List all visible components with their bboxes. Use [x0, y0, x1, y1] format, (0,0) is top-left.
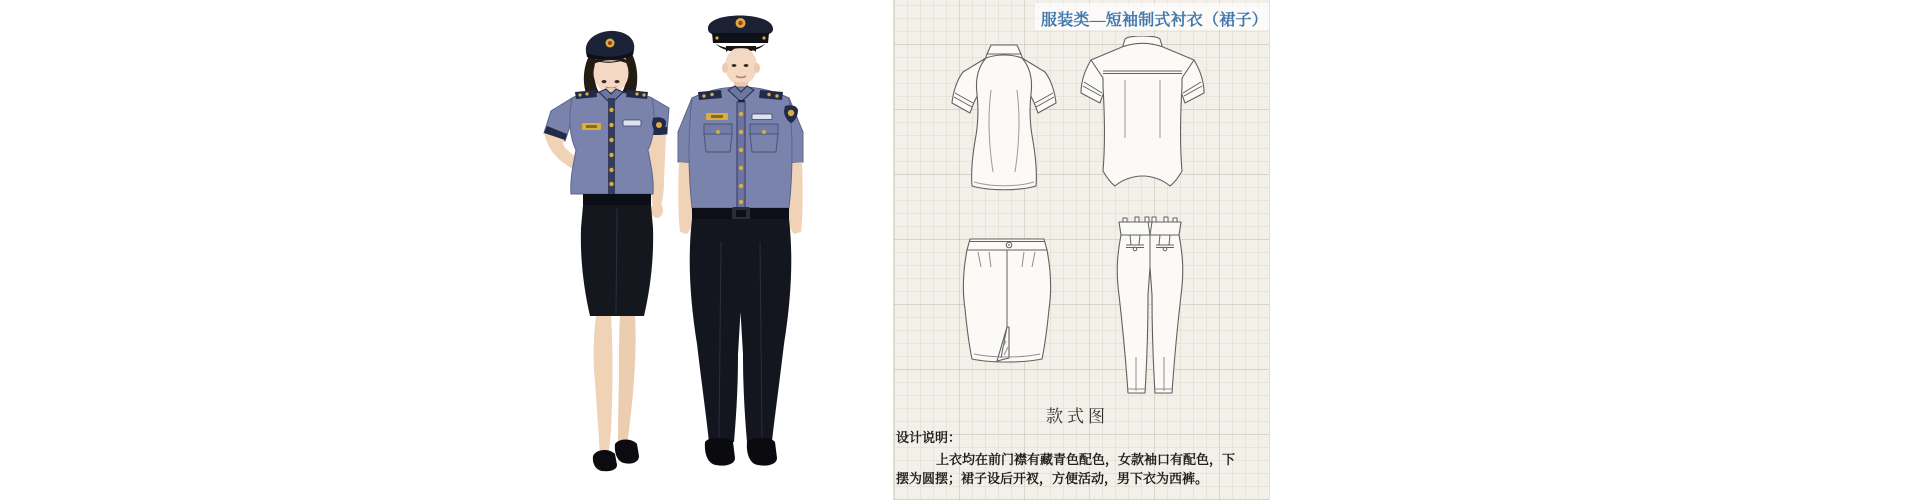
- drawing-caption: 款式图: [1046, 407, 1109, 426]
- skirt-back-flat-drawing: [961, 237, 1053, 365]
- design-notes-line2: 摆为圆摆；裙子设后开衩，方便活动，男下衣为西裤。: [896, 471, 1209, 486]
- female-uniform-model-illustration: [520, 28, 680, 478]
- male-uniform-model-illustration: [668, 2, 813, 480]
- design-notes: [896, 428, 1268, 488]
- design-notes-heading: 设计说明：: [896, 430, 962, 445]
- womens-shirt-back-flat-drawing: [949, 42, 1059, 192]
- sheet-title: 服装类—短袖制式衬衣（裙子）: [1041, 12, 1268, 29]
- trousers-back-flat-drawing: [1114, 215, 1186, 401]
- spec-sheet-panel: [893, 0, 1270, 500]
- mens-shirt-back-flat-drawing: [1079, 36, 1206, 191]
- design-notes-line1: 上衣均在前门襟有藏青色配色，女款袖口有配色，下: [936, 452, 1236, 467]
